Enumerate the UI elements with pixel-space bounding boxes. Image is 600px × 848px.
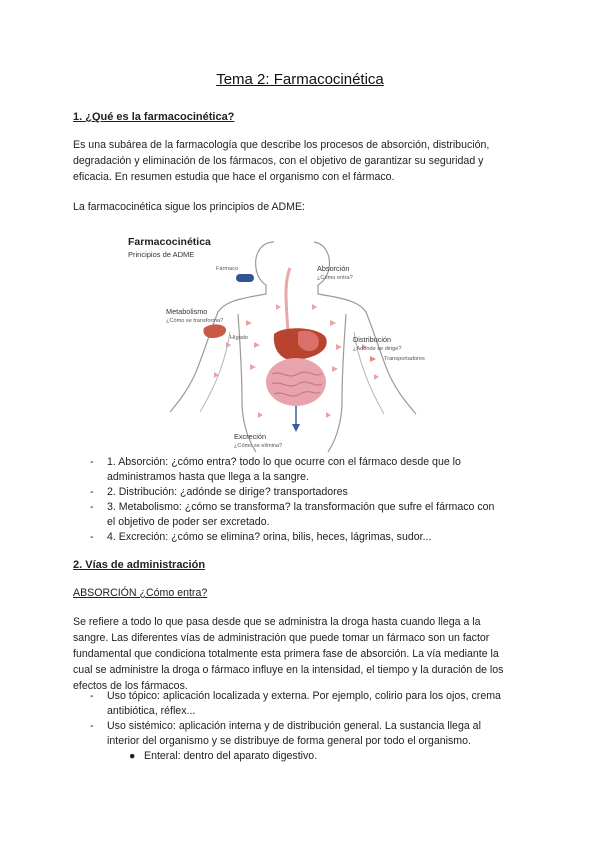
arrow-icon [336, 344, 342, 350]
list-line: Uso tópico: aplicación localizada y externa. Por ejemplo, colirio para los ojos, crema [107, 690, 501, 702]
paragraph-line: efectos de los fármacos. [73, 680, 188, 692]
paragraph-line: degradación y eliminación de los fármacos, con el objetivo de garantizar su seguridad y [73, 155, 484, 167]
list-item-absorcion [107, 455, 537, 485]
arrow-icon [332, 366, 338, 372]
section-2-paragraph [73, 614, 533, 694]
section-1-paragraph [73, 137, 533, 185]
arrow-icon [330, 320, 336, 326]
arrow-icon [326, 412, 331, 418]
dash-icon: - [90, 720, 94, 732]
figure-label-distribucion-q: ¿Adónde se dirige? [353, 346, 402, 352]
section-1-heading: 1. ¿Qué es la farmacocinética? [73, 111, 235, 123]
list-item-uso-sistemico [107, 719, 537, 749]
arrow-icon [250, 364, 256, 370]
liver-icon [203, 324, 226, 338]
list-line: Uso sistémico: aplicación interna y de distribución general. La sustancia llega al [107, 720, 481, 732]
arrow-icon [246, 320, 252, 326]
arrow-icon [226, 342, 231, 348]
list-line: 2. Distribución: ¿adónde se dirige? transportadores [107, 486, 348, 498]
figure-title: Farmacocinética [128, 236, 211, 248]
dash-icon: - [90, 456, 94, 468]
figure-label-distribucion: Distribución [353, 335, 392, 344]
figure-label-absorcion: Absorción [317, 264, 350, 273]
paragraph-line: cual se administre la droga o fármaco influye en la intensidad, el tiempo y la duración de los [73, 664, 504, 676]
list-item-uso-topico [107, 689, 537, 719]
bullet-icon: ● [129, 750, 136, 762]
figure-label-higado: Hígado [230, 335, 249, 341]
paragraph-line: Se refiere a todo lo que pasa desde que se administra la droga hasta cuando llega a la [73, 616, 481, 628]
arrow-icon [374, 374, 379, 380]
pill-icon [236, 274, 254, 282]
adme-intro: La farmacocinética sigue los principios de ADME: [73, 201, 305, 213]
figure-label-excrecion: Excreción [234, 432, 267, 441]
paragraph-line: fundamental que condiciona totalmente esta primera fase de absorción. La vía mediante la [73, 648, 499, 660]
figure-subtitle: Principios de ADME [128, 250, 195, 259]
adme-figure [126, 232, 456, 458]
arrow-icon [258, 412, 263, 418]
page-title: Tema 2: Farmacocinética [216, 71, 384, 88]
list-item-excrecion [107, 530, 537, 545]
paragraph-line: sangre. Las diferentes vías de administración que puede tomar un fármaco son un factor [73, 632, 490, 644]
figure-label-metabolismo: Metabolismo [166, 307, 208, 316]
dash-icon: - [90, 501, 94, 513]
arrow-icon [312, 304, 317, 310]
dash-icon: - [90, 531, 94, 543]
list-item-enteral: Enteral: dentro del aparato digestivo. [144, 750, 318, 762]
list-line: administramos hasta que llega a la sangre. [107, 471, 309, 483]
section-2-heading: 2. Vías de administración [73, 559, 206, 571]
arrow-icon [276, 304, 281, 310]
list-item-metabolismo [107, 500, 537, 530]
figure-label-absorcion-q: ¿Cómo entra? [317, 275, 353, 281]
arrow-icon [254, 342, 260, 348]
dash-icon: - [90, 690, 94, 702]
list-line: 3. Metabolismo: ¿cómo se transforma? la transformación que sufre el fármaco con [107, 501, 495, 513]
intestines [266, 358, 326, 406]
paragraph-line: Es una subárea de la farmacología que describe los procesos de absorción, distribución, [73, 139, 490, 151]
figure-label-metabolismo-q: ¿Cómo se transforma? [166, 318, 224, 324]
list-item-distribucion [107, 485, 537, 500]
list-line: antibiótica, réflex... [107, 705, 196, 717]
figure-label-excrecion-q: ¿Cómo se elimina? [234, 443, 283, 449]
list-line: 1. Absorción: ¿cómo entra? todo lo que ocurre con el fármaco desde que lo [107, 456, 461, 468]
dash-icon: - [90, 486, 94, 498]
transporter-arrow-icon [370, 356, 376, 362]
arrow-icon [214, 372, 219, 378]
esophagus [286, 268, 290, 332]
figure-label-transportadores: Transportadores [384, 356, 425, 362]
paragraph-line: eficacia. En resumen estudia que hace el organismo con el fármaco. [73, 171, 395, 183]
list-line: interior del organismo y se distribuye de forma general por todo el organismo. [107, 735, 471, 747]
section-2-subheading: ABSORCIÓN ¿Cómo entra? [73, 587, 208, 599]
list-line: 4. Excreción: ¿cómo se elimina? orina, bilis, heces, lágrimas, sudor... [107, 531, 432, 543]
list-line: el objetivo de poder ser excretado. [107, 516, 270, 528]
excretion-arrow-icon [292, 424, 300, 432]
figure-label-farmaco: Fármaco [216, 266, 239, 272]
